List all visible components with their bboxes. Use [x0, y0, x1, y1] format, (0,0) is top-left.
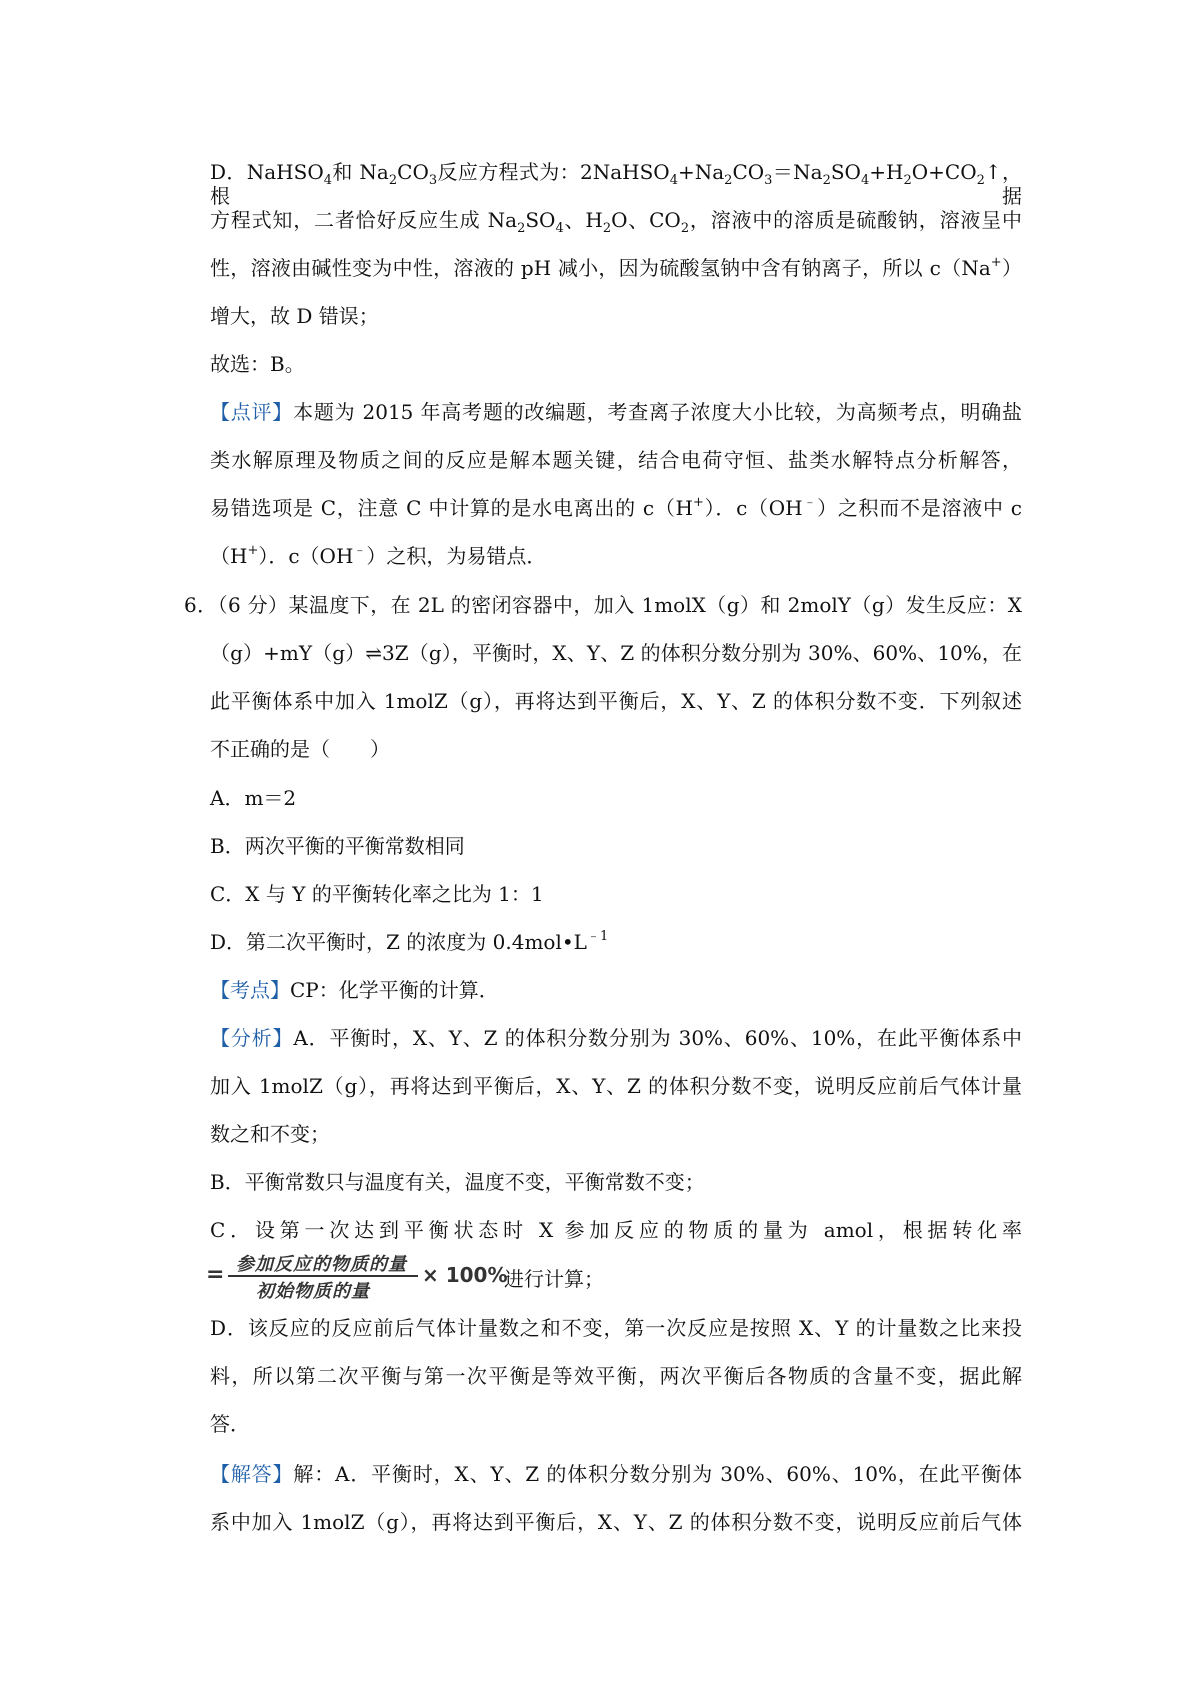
answer-tag: 【解答】 [210, 1462, 294, 1486]
answer-line-1: 【解答】解：A．平衡时，X、Y、Z 的体积分数分别为 30%、60%、10%，在此平衡体 [210, 1462, 1023, 1486]
review-line-4: （H+）．c（OH﹣）之积，为易错点． [210, 543, 547, 568]
answer-line-2: 系中加入 1molZ（g），再将达到平衡后，X、Y、Z 的体积分数不变，说明反应前后气体 [210, 1510, 1022, 1534]
formula-trailing-text: 进行计算； [504, 1267, 604, 1291]
question-6-line-3: 此平衡体系中加入 1molZ（g），再将达到平衡后，X、Y、Z 的体积分数不变．下列叙述 [210, 689, 1022, 713]
question-6-line-2: （g）+mY（g）⇌3Z（g），平衡时，X、Y、Z 的体积分数分别为 30%、60%、10%，在 [210, 641, 1022, 665]
review-line-2: 类水解原理及物质之间的反应是解本题关键，结合电荷守恒、盐类水解特点分析解答， [210, 448, 1022, 472]
analysis-line-4: B．平衡常数只与温度有关，温度不变，平衡常数不变； [210, 1170, 705, 1194]
analysis-line-8: 料，所以第二次平衡与第一次平衡是等效平衡，两次平衡后各物质的含量不变，据此解 [210, 1364, 1022, 1388]
review-tag: 【点评】 [210, 400, 294, 424]
answer-d-line-1: D．NaHSO$_4$和 $Na_2CO_3$反应方程式为：$2NaHSO_4+Na_2CO_3=Na_2SO_4+H_2O+CO_2↑$，根据 [210, 160, 1022, 208]
question-6-line-4: 不正确的是（ ） [210, 737, 390, 761]
analysis-line-9: 答． [210, 1412, 250, 1436]
review-line-1: 【点评】本题为 2015 年高考题的改编题，考查离子浓度大小比较，为高频考点，明确盐 [210, 400, 1022, 424]
answer-choice: 故选：B。 [210, 352, 305, 376]
answer-d-line-4: 增大，故 D 错误； [210, 304, 379, 328]
formula-denominator: 初始物质的量 [256, 1281, 370, 1302]
option-b: B．两次平衡的平衡常数相同 [210, 834, 465, 858]
analysis-line-7: D．该反应的反应前后气体计量数之和不变，第一次反应是按照 X、Y 的计量数之比来投 [210, 1316, 1022, 1340]
formula-equals: = [206, 1262, 225, 1287]
formula-fraction [204, 1249, 418, 1302]
answer-d-line-3: 性，溶液由碱性变为中性，溶液的 pH 减小，因为硫酸氢钠中含有钠离子，所以 c（Na+） [210, 255, 1022, 280]
analysis-line-3: 数之和不变； [210, 1122, 330, 1146]
analysis-tag: 【分析】 [210, 1026, 294, 1050]
conversion-rate-formula [204, 1249, 624, 1302]
option-d: D．第二次平衡时，Z 的浓度为 $0.4mol•L^{﹣1}$ [210, 929, 609, 954]
analysis-line-5: C．设第一次达到平衡状态时 X 参加反应的物质的量为 amol，根据转化率 [210, 1218, 1022, 1242]
analysis-line-1: 【分析】A．平衡时，X、Y、Z 的体积分数分别为 30%、60%、10%，在此平衡体系中 [210, 1026, 1023, 1050]
question-6-line-1: 6．（6 分）某温度下，在 2L 的密闭容器中，加入 1molX（g）和 2molY（g）发生反应：X [184, 593, 1022, 617]
review-line-3: 易错选项是 C，注意 C 中计算的是水电离出的 c（H+）．c（OH﹣）之积而不是溶液中 c [210, 495, 1022, 520]
option-a: A．m＝2 [210, 786, 297, 810]
option-c: C．X 与 Y 的平衡转化率之比为 1：1 [210, 882, 544, 906]
kaodian-line: 【考点】CP：化学平衡的计算． [210, 978, 499, 1002]
formula-numerator: 参加反应的物质的量 [236, 1254, 407, 1275]
kaodian-tag: 【考点】 [210, 978, 290, 1002]
analysis-line-2: 加入 1molZ（g），再将达到平衡后，X、Y、Z 的体积分数不变，说明反应前后气体计量 [210, 1074, 1022, 1098]
answer-d-line-2: 方程式知，二者恰好反应生成 $Na_2SO_4$、$H_2O$、$CO_2$，溶液中的溶质是硫酸钠，溶液呈中 [210, 208, 1022, 236]
formula-times-100: × 100% [422, 1263, 508, 1287]
